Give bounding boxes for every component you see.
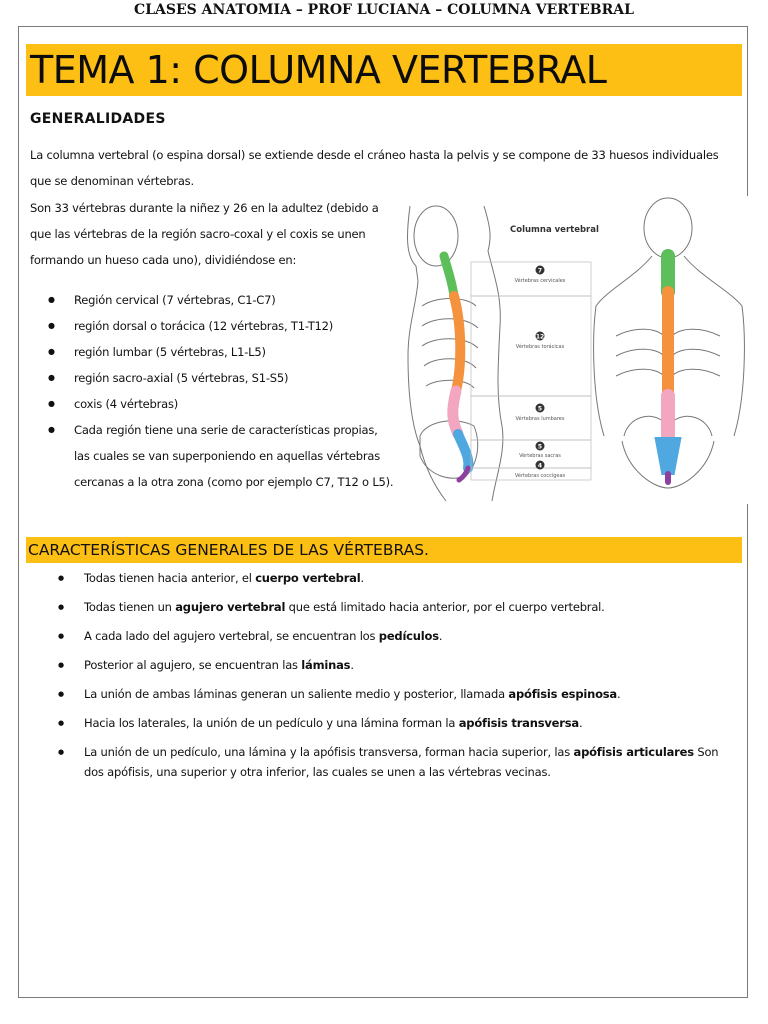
features-list [56,568,736,791]
list-item: ● Hacia los laterales, la unión de un pedículo y una lámina forman la apófisis transversa. [56,713,736,733]
list-item: ● Todas tienen un agujero vertebral que está limitado hacia anterior, por el cuerpo vertebral. [56,597,736,617]
list-item: ● La unión de ambas láminas generan un saliente medio y posterior, llamada apófisis espinosa. [56,684,736,704]
page-header: CLASES ANATOMIA – PROF LUCIANA – COLUMNA VERTEBRAL [134,2,634,18]
badge-cervical: 7 [537,267,543,275]
list-item: ● Posterior al agujero, se encuentran las láminas. [56,655,736,675]
list-item: ● Todas tienen hacia anterior, el cuerpo vertebral. [56,568,736,588]
list-item: ● coxis (4 vértebras) [44,391,394,417]
label-lumbar: Vértebras lumbares [515,416,565,422]
badge-lumbar: 5 [537,405,543,413]
list-item: ● A cada lado del agujero vertebral, se encuentran los pedículos. [56,626,736,646]
badge-sacral: 5 [537,443,543,451]
section-heading-generalidades: GENERALIDADES [30,111,166,127]
section-heading-caracteristicas: CARACTERÍSTICAS GENERALES DE LAS VÉRTEBRAS. [28,541,429,559]
list-item: ● La unión de un pedículo, una lámina y la apófisis transversa, forman hacia superior, las apófisis articulares Son dos apófisis, una superior y otra inferior, las cuales se unen a las vértebras vecinas. [56,742,736,782]
label-thoracic: Vértebras torácicas [515,344,565,350]
label-sacral: Vértebras sacras [519,453,561,459]
page-title: TEMA 1: COLUMNA VERTEBRAL [30,48,607,92]
count-paragraph: Son 33 vértebras durante la niñez y 26 en la adultez (debido a que las vértebras de la región sacro-coxal y el coxis se unen formando un hueso cada uno), dividiéndose en: [30,201,379,267]
badge-thoracic: 12 [535,333,545,341]
badge-coccyx: 4 [537,462,543,470]
list-item: ● región dorsal o torácica (12 vértebras, T1-T12) [44,313,394,339]
spine-illustration [396,196,748,504]
list-item: ● Región cervical (7 vértebras, C1-C7) [44,287,394,313]
section-banner-caracteristicas [26,537,742,563]
list-item: ● región sacro-axial (5 vértebras, S1-S5) [44,365,394,391]
label-cervical: Vértebras cervicales [514,278,566,284]
list-item: ● región lumbar (5 vértebras, L1-L5) [44,339,394,365]
figure-title: Columna vertebral [510,225,599,235]
label-coccyx: Vértebras coccígeas [514,473,566,479]
regions-list [44,287,394,495]
list-item: ● Cada región tiene una serie de características propias, las cuales se van superponiendo en aquellas vértebras cercanas a la otra zona (como por ejemplo C7, T12 o L5). [44,417,394,495]
intro-paragraph: La columna vertebral (o espina dorsal) se extiende desde el cráneo hasta la pelvis y se compone de 33 huesos individuales que se denominan vértebras. [30,148,719,188]
title-banner [26,44,742,96]
